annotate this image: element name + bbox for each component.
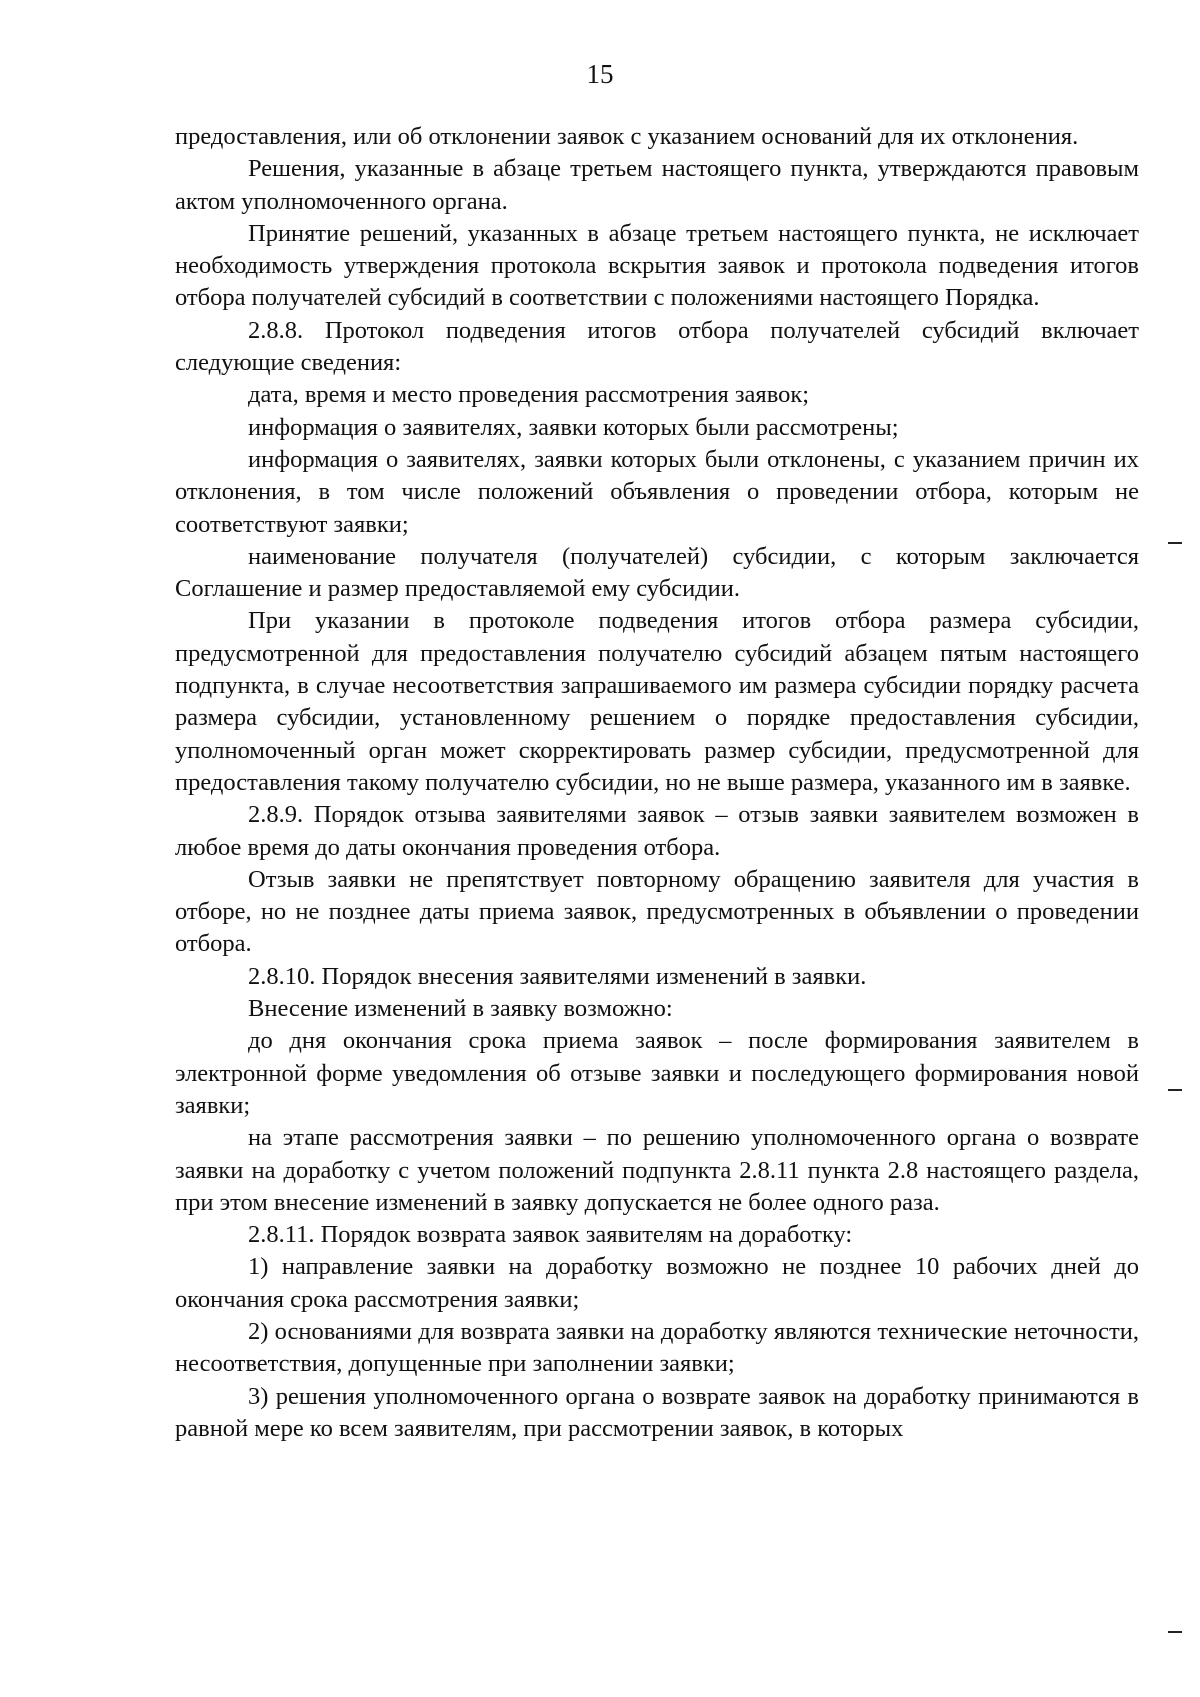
list-item-rejected-applicants: информация о заявителях, заявки которых были отклонены, с указанием причин их отклонения, в том числе положений объявления о проведении отбора, которым не соответствуют заявки; <box>175 445 1139 538</box>
paragraph-decisions-approval: Решения, указанные в абзаце третьем настоящего пункта, утверждаются правовым актом уполномоченного органа. <box>175 155 1139 215</box>
paragraph-2-8-9: 2.8.9. Порядок отзыва заявителями заявок – отзыв заявки заявителем возможен в любое время до даты окончания проведения отбора. <box>175 801 1139 861</box>
scan-margin-mark <box>1168 1631 1182 1633</box>
paragraph-2-8-10: 2.8.10. Порядок внесения заявителями изменений в заявки. <box>248 962 867 990</box>
list-item-before-deadline: до дня окончания срока приема заявок – после формирования заявителем в электронной форме уведомления об отзыве заявки и последующего формирования новой заявки; <box>175 1027 1139 1119</box>
paragraph-decisions-protocol: Принятие решений, указанных в абзаце третьем настоящего пункта, не исключает необходимость утверждения протокола вскрытия заявок и протокола подведения итогов отбора получателей субсидий в соответствии с положениями настоящего Порядка. <box>175 219 1139 312</box>
page-number: 15 <box>586 59 614 89</box>
list-item-reviewed-applicants: информация о заявителях, заявки которых были рассмотрены; <box>248 413 899 441</box>
paragraph-2-8-8: 2.8.8. Протокол подведения итогов отбора получателей субсидий включает следующие сведения: <box>175 316 1139 377</box>
paragraph-changes-possible: Внесение изменений в заявку возможно: <box>248 995 673 1023</box>
paragraph-withdrawal: Отзыв заявки не препятствует повторному обращению заявителя для участия в отборе, но не позднее даты приема заявок, предусмотренных в объявлении о проведении отбора. <box>175 865 1139 958</box>
paragraph-subsidy-size: При указании в протоколе подведения итогов отбора размера субсидии, предусмотренной для предоставления получателю субсидий абзацем пятым настоящего подпункта, в случае несоответствия запрашиваемого им размера субсидии порядку расчета размера субсидии, установленному решением о порядке предоставления субсидии, уполномоченный орган может скорректировать размер субсидии, предусмотренной для предоставления такому получателю субсидии, но не выше размера, указанного им в заявке. <box>175 607 1139 796</box>
paragraph-continuation: предоставления, или об отклонении заявок с указанием оснований для их отклонения. <box>175 123 1079 150</box>
list-item-2: 2) основаниями для возврата заявки на доработку являются технические неточности, несоответствия, допущенные при заполнении заявки; <box>175 1317 1139 1378</box>
list-item-3: 3) решения уполномоченного органа о возврате заявок на доработку принимаются в равной мере ко всем заявителям, при рассмотрении заявок, в которых <box>175 1382 1139 1442</box>
list-item-review-stage: на этапе рассмотрения заявки – по решению уполномоченного органа о возврате заявки на доработку с учетом положений подпункта 2.8.11 пункта 2.8 настоящего раздела, при этом внесение изменений в заявку допускается не более одного раза. <box>175 1124 1139 1216</box>
list-item-date-time: дата, время и место проведения рассмотрения заявок; <box>248 381 810 409</box>
scan-margin-mark <box>1168 1089 1182 1091</box>
scan-margin-mark <box>1168 542 1182 544</box>
document-body <box>175 121 1139 1445</box>
list-item-1: 1) направление заявки на доработку возможно не позднее 10 рабочих дней до окончания срока рассмотрения заявки; <box>175 1253 1139 1313</box>
paragraph-2-8-11: 2.8.11. Порядок возврата заявок заявителям на доработку: <box>248 1221 853 1249</box>
list-item-recipient-name: наименование получателя (получателей) субсидии, с которым заключается Соглашение и размер предоставляемой ему субсидии. <box>175 542 1139 603</box>
